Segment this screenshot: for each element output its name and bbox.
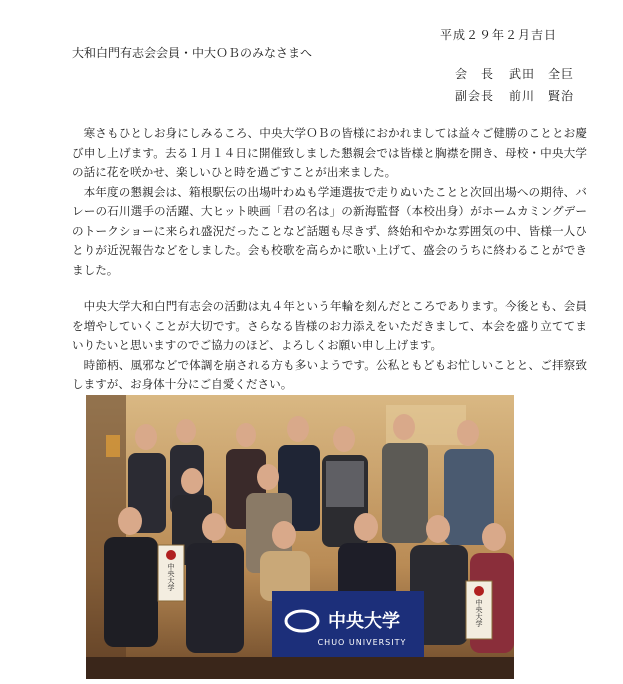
signer-vice-president — [455, 87, 574, 104]
banner-title: 中央大学 — [328, 611, 400, 632]
banner-subtitle: CHUO UNIVERSITY — [317, 638, 407, 647]
paragraph: 本年度の懇親会は、箱根駅伝の出場叶わぬも学連選抜で走りぬいたことと次回出場への期待、バレーの石川選手の活躍、大ヒット映画「君の名は」の新海監督（本校出身）がホームカミングデーのトークショーに来られ盛況だったことなど話題も尽きず、終始和やかな雰囲気の中、皆様一人ひとりが近況報告などをしました。会も校歌を高らかに歌い上げて、盛会のうちに終わることができました。 — [72, 184, 587, 277]
letter-addressee: 大和白門有志会会員・中大ＯＢのみなさまへ — [72, 46, 313, 60]
pennant-text: 中央大学 — [475, 599, 483, 627]
body-section-1 — [72, 124, 587, 280]
paragraph: 寒さもひとしお身にしみるころ、中央大学ＯＢの皆様におかれましては益々ご健勝のこととお慶び申し上げます。去る１月１４日に開催致しました懇親会では皆様と胸襟を開き、母校・中央大学の話に花を咲かせ、楽しいひと時を過ごすことが出来ました。 — [72, 126, 587, 179]
left-pennant — [158, 545, 184, 601]
paragraph: 中央大学大和白門有志会の活動は丸４年という年輪を刻んだところであります。今後とも、会員を増やしていくことが大切です。さらなる皆様のお力添えをいただきまして、本会を盛り立ててまいりたいと思いますのでご協力のほど、よろしくお願い申し上げます。 — [72, 299, 587, 352]
paragraph: 時節柄、風邪などで体調を崩される方も多いようです。公私ともどもお忙しいことと、ご拝察致しますが、お身体十分にご自愛ください。 — [72, 357, 587, 391]
university-banner — [272, 591, 424, 661]
group-photo — [86, 395, 514, 679]
signer-name: 武田 全巨 — [509, 67, 575, 81]
right-pennant — [466, 581, 492, 639]
body-section-2 — [72, 297, 587, 395]
signer-role: 副会長 — [455, 89, 495, 103]
signer-name: 前川 賢治 — [509, 89, 575, 103]
signer-role: 会 長 — [455, 67, 495, 81]
signer-president — [455, 65, 574, 82]
letter-date: 平成２９年２月吉日 — [440, 28, 558, 42]
pennant-text: 中央大学 — [167, 563, 175, 591]
